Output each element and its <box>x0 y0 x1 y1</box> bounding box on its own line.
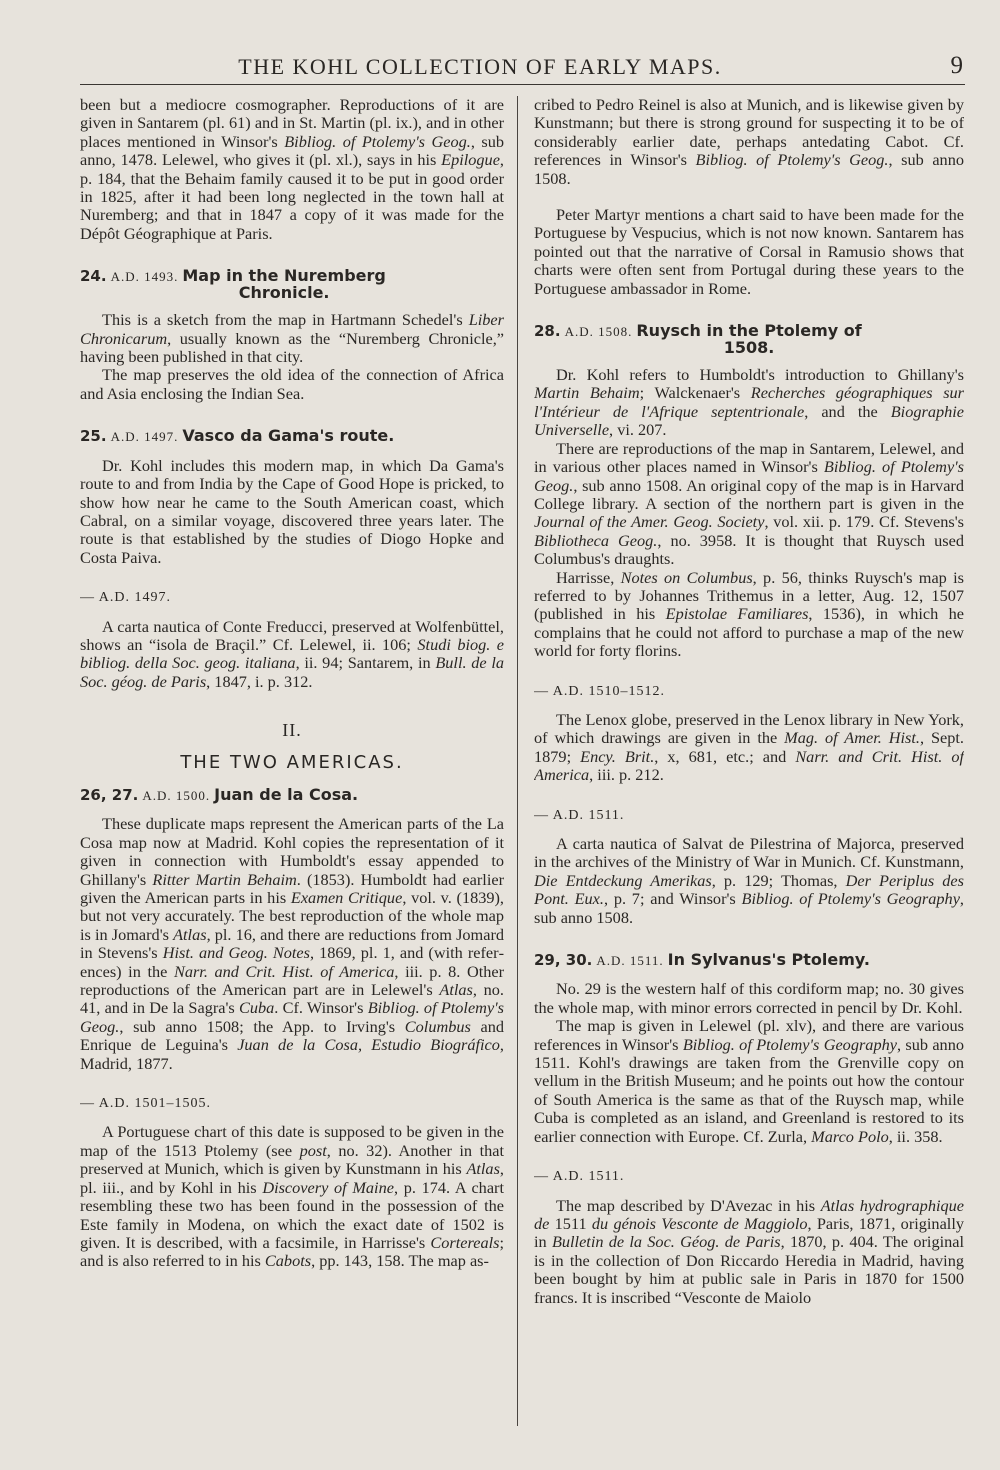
paragraph: The map described by D'Avezac in his Atlas hydrographique de 1511 du génois Vesconte de Maggiolo, Paris, 1871, originally in Bulletin de la Soc. Géog. de Paris, 1870, p. 404. The original is in the collection of Don Riccardo Heredia in Madrid, having been bought by him at public sale in Paris in 1870 for 1500 francs. It is inscribed “Vesconte de Maiolo <box>534 1195 964 1307</box>
entry-number: 26, 27. <box>80 785 139 804</box>
paragraph: Dr. Kohl includes this modern map, in which Da Gama's route to and from India by the Cape of Good Hope is pricked, to show how near he came to the South American coast, which Cabral, on a similar voyage, discovered three years later. The route is that established by the studies of Diogo Hopke and Costa Paiva. <box>80 455 504 567</box>
entry-date: A.D. 1500. <box>142 787 211 803</box>
entry-date: A.D. 1497. <box>110 429 179 445</box>
entry-heading-24 <box>80 267 504 301</box>
paragraph: The map preserves the old idea of the connection of Africa and Asia enclosing the Indian Sea. <box>80 365 504 403</box>
entry-title-line: Ruysch in the Ptolemy of <box>636 321 862 341</box>
running-title: THE KOHL COLLECTION OF EARLY MAPS. <box>238 54 722 79</box>
dash-heading: — A.D. 1501–1505. <box>80 1096 211 1112</box>
paragraph: A carta nautica of Conte Freducci, preserved at Wolfenbüttel, shows an “isola de Braçil.” Cf. Lelewel, ii. 106; Studi biog. e bibliog. della Soc. geog. italiana, ii. 94; Santarem, in Bull. de la Soc. géog. de Paris, 1847, i. p. 312. <box>80 616 504 691</box>
entry-heading-28 <box>534 322 964 356</box>
entry-number: 28. <box>534 322 561 341</box>
paragraph: been but a mediocre cosmographer. Reproductions of it are given in Santarem (pl. 61) and in St. Martin (pl. ix.), and in other places mentioned in Winsor's Bibliog. of Ptolemy's Geog., sub anno, 1478. Lelewel, who gives it (pl. xl.), says in his Epilogue, p. 184, that the Behaim family caused it to be put in good order in 1825, after it had been long neglected in the town hall at Nuremberg; and that in 1847 a copy of it was made for the Dépôt Géographique at Paris. <box>80 96 504 243</box>
paragraph: Harrisse, Notes on Columbus, p. 56, thinks Ruysch's map is referred to by Johannes Trithemus in a letter, Aug. 12, 1507 (published in his Epistolae Familiares, 1536), in which he complains that he could not afford to purchase a map of the new world for forty florins. <box>534 567 964 661</box>
page-number: 9 <box>950 52 963 79</box>
right-column <box>534 96 964 1436</box>
dash-heading: — A.D. 1497. <box>80 590 171 606</box>
dash-heading: — A.D. 1511. <box>534 1169 625 1185</box>
paragraph: These duplicate maps represent the American parts of the La Cosa map now at Madrid. Kohl copies the representation of it given in connection with Humboldt's essay appended to Ghillany's Ritter Martin Behaim. (1853). Humboldt had earlier given the American parts in his Examen Critique, vol. v. (1839), but not very accurately. The best reproduction of the whole map is in Jomard's Atlas, pl. 16, and there are reductions from Jomard in Stevens's Hist. and Geog. Notes, 1869, pl. 1, and (with references) in the Narr. and Crit. Hist. of America, iii. p. 8. Other reproductions of the American part are in Lelewel's Atlas, no. 41, and in De la Sagra's Cuba. Cf. Winsor's Bibliog. of Ptolemy's Geog., sub anno 1508; the App. to Irving's Columbus and Enrique de Leguina's Juan de la Cosa, Estudio Biográfico, Madrid, 1877. <box>80 814 504 1073</box>
entry-number: 25. <box>80 427 107 446</box>
paragraph: There are reproductions of the map in Santarem, Lelewel, and in various other places named in Winsor's Bibliog. of Ptolemy's Geog., sub anno 1508. An original copy of the map is in Harvard College library. A section of the northern part is given in the Journal of the Amer. Geog. Society, vol. xii. p. 179. Cf. Stevens's Bibliotheca Geog., no. 3958. It is thought that Ruysch used Columbus's draughts. <box>534 438 964 569</box>
dash-heading: — A.D. 1510–1512. <box>534 683 665 699</box>
entry-title <box>182 267 386 301</box>
entry-heading-29-30 <box>534 951 964 970</box>
entry-title-line: Map in the Nuremberg <box>182 266 386 286</box>
entry-title: Vasco da Gama's route. <box>182 426 395 446</box>
section-title: THE TWO AMERICAS. <box>180 751 404 773</box>
paragraph: Dr. Kohl refers to Humboldt's introduction to Ghillany's Martin Behaim; Walckenaer's Recherches géographiques sur l'Intérieur de l'Afrique septentrionale, and the Biographie Universelle, vi. 207. <box>534 365 964 440</box>
paragraph: A Portuguese chart of this date is supposed to be given in the map of the 1513 Ptolemy (see post, no. 32). Another in that preserved at Munich, which is given by Kunstmann in his Atlas, pl. iii., and by Kohl in his Discovery of Maine, p. 174. A chart resembling these two has been found in the possession of the Este family in Modena, on which the exact date of 1502 is given. It is described, with a facsimile, in Harrisse's Cortereals; and is also referred to in his Cabots, pp. 143, 158. The map as- <box>80 1122 504 1271</box>
entry-date: A.D. 1493. <box>110 269 179 285</box>
entry-number: 24. <box>80 267 107 286</box>
paragraph: The Lenox globe, preserved in the Lenox library in New York, of which drawings are given in the Mag. of Amer. Hist., Sept. 1879; Ency. Brit., x, 681, etc.; and Narr. and Crit. Hist. of America, iii. p. 212. <box>534 709 964 785</box>
running-head <box>80 54 965 85</box>
paragraph: A carta nautica of Salvat de Pilestrina of Majorca, preserved in the archives of the Ministry of War in Munich. Cf. Kunstmann, Die Entdeckung Amerikas, p. 129; Thomas, Der Periplus des Pont. Eux., p. 7; and Winsor's Bibliog. of Ptolemy's Geography, sub anno 1508. <box>534 834 964 927</box>
entry-title: In Sylvanus's Ptolemy. <box>667 950 870 970</box>
entry-title-line: Chronicle. <box>238 283 330 303</box>
entry-date: A.D. 1511. <box>596 953 664 969</box>
column-rule <box>517 96 518 1426</box>
paragraph: cribed to Pedro Reinel is also at Munich, and is likewise given by Kunstmann; but there is strong ground for suspecting it to be of considerably earlier date, perhaps antedating Cabot. Cf. references in Winsor's Bibliog. of Ptolemy's Geog., sub anno 1508. <box>534 96 964 188</box>
paragraph: Peter Martyr mentions a chart said to have been made for the Portuguese by Vespucius, which is not now known. Santarem has pointed out that the narrative of Corsal in Ramusio shows that charts were often sent from Portugal during these years to the Portuguese ambassador in Rome. <box>534 205 964 298</box>
entry-heading-25 <box>80 427 504 446</box>
entry-date: A.D. 1508. <box>564 324 633 340</box>
paragraph: This is a sketch from the map in Hartmann Schedel's Liber Chronicarum, usually known as the “Nuremberg Chronicle,” having been published in that city. <box>80 310 504 367</box>
paragraph: No. 29 is the western half of this cordiform map; no. 30 gives the whole map, with minor errors corrected in pencil by Dr. Kohl. <box>534 979 964 1017</box>
entry-number: 29, 30. <box>534 951 593 970</box>
left-column <box>80 96 504 1436</box>
paragraph: The map is given in Lelewel (pl. xlv), and there are various references in Winsor's Bibliog. of Ptolemy's Geography, sub anno 1511. Kohl's drawings are taken from the Grenville copy on vellum in the British Museum; and he points out how the contour of South America is the same as that of the Ruysch map, while Cuba is completed as an island, and Greenland is restored to its earlier connection with Europe. Cf. Zurla, Marco Polo, ii. 358. <box>534 1016 964 1146</box>
entry-title: Juan de la Cosa. <box>214 784 359 804</box>
section-number: II. <box>282 720 302 741</box>
dash-heading: — A.D. 1511. <box>534 807 625 823</box>
entry-heading-26-27 <box>80 786 504 805</box>
entry-title <box>636 322 861 356</box>
entry-title-line: 1508. <box>723 338 775 358</box>
